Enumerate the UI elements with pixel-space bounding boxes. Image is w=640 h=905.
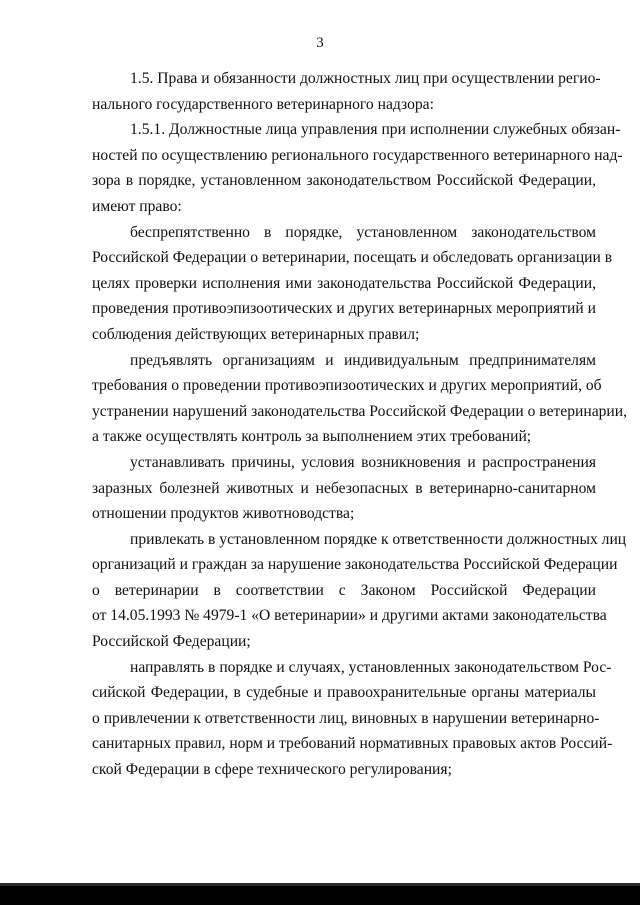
text-line: санитарных правил, норм и требований нормативных правовых актов Россий- xyxy=(92,735,613,753)
text-line: отношении продуктов животноводства; xyxy=(92,505,355,523)
text-line: сийской Федерации, в судебные и правоохранительные органы материалы xyxy=(92,684,596,702)
text-line: Российской Федерации о ветеринарии, посещать и обследовать организации в xyxy=(92,249,613,267)
text-line: заразных болезней животных и небезопасных в ветеринарно-санитарном xyxy=(92,479,596,497)
text-line-list-item: привлекать в установленном порядке к ответственности должностных лиц xyxy=(130,530,627,548)
text-line: ской Федерации в сфере технического регулирования; xyxy=(92,761,452,779)
text-line: организаций и граждан за нарушение законодательства Российской Федерации xyxy=(92,556,618,574)
text-line: а также осуществлять контроль за выполнением этих требований; xyxy=(92,428,532,446)
text-line-section-heading: 1.5. Права и обязанности должностных лиц при осуществлении регио- xyxy=(130,70,601,87)
text-line: проведения противоэпизоотических и других ветеринарных мероприятий и xyxy=(92,300,596,318)
text-line-list-item: предъявлять организациям и индивидуальным предпринимателям xyxy=(130,351,596,369)
scan-edge-bar xyxy=(0,883,640,905)
text-line: зора в порядке, установленном законодательством Российской Федерации, xyxy=(92,172,596,190)
text-line: устранении нарушений законодательства Российской Федерации о ветеринарии, xyxy=(92,402,628,420)
text-line: ностей по осуществлению регионального государственного ветеринарного над- xyxy=(92,146,623,164)
text-line: соблюдения действующих ветеринарных правил; xyxy=(92,325,420,343)
text-line: от 14.05.1993 № 4979-1 «О ветеринарии» и другими актами законодательства xyxy=(92,607,607,625)
document-body xyxy=(92,66,628,783)
text-line: целях проверки исполнения ими законодательства Российской Федерации, xyxy=(92,274,596,292)
text-line: нального государственного ветеринарного надзора: xyxy=(92,95,434,113)
text-line: о ветеринарии в соответствии с Законом Российской Федерации xyxy=(92,581,596,599)
scan-edge-stripe xyxy=(0,883,640,886)
text-line-list-item: беспрепятственно в порядке, установленном законодательством xyxy=(130,223,596,241)
text-line: требования о проведении противоэпизоотических и других мероприятий, об xyxy=(92,377,602,395)
text-line: имеют право: xyxy=(92,197,182,215)
text-line-list-item: направлять в порядке и случаях, установленных законодательством Рос- xyxy=(130,658,612,676)
page-number: 3 xyxy=(316,35,324,51)
text-line-subsection: 1.5.1. Должностные лица управления при исполнении служебных обязан- xyxy=(130,121,621,139)
text-line: о привлечении к ответственности лиц, виновных в нарушении ветеринарно- xyxy=(92,709,600,727)
text-line-list-item: устанавливать причины, условия возникновения и распространения xyxy=(130,453,596,471)
text-line: Российской Федерации; xyxy=(92,633,251,651)
